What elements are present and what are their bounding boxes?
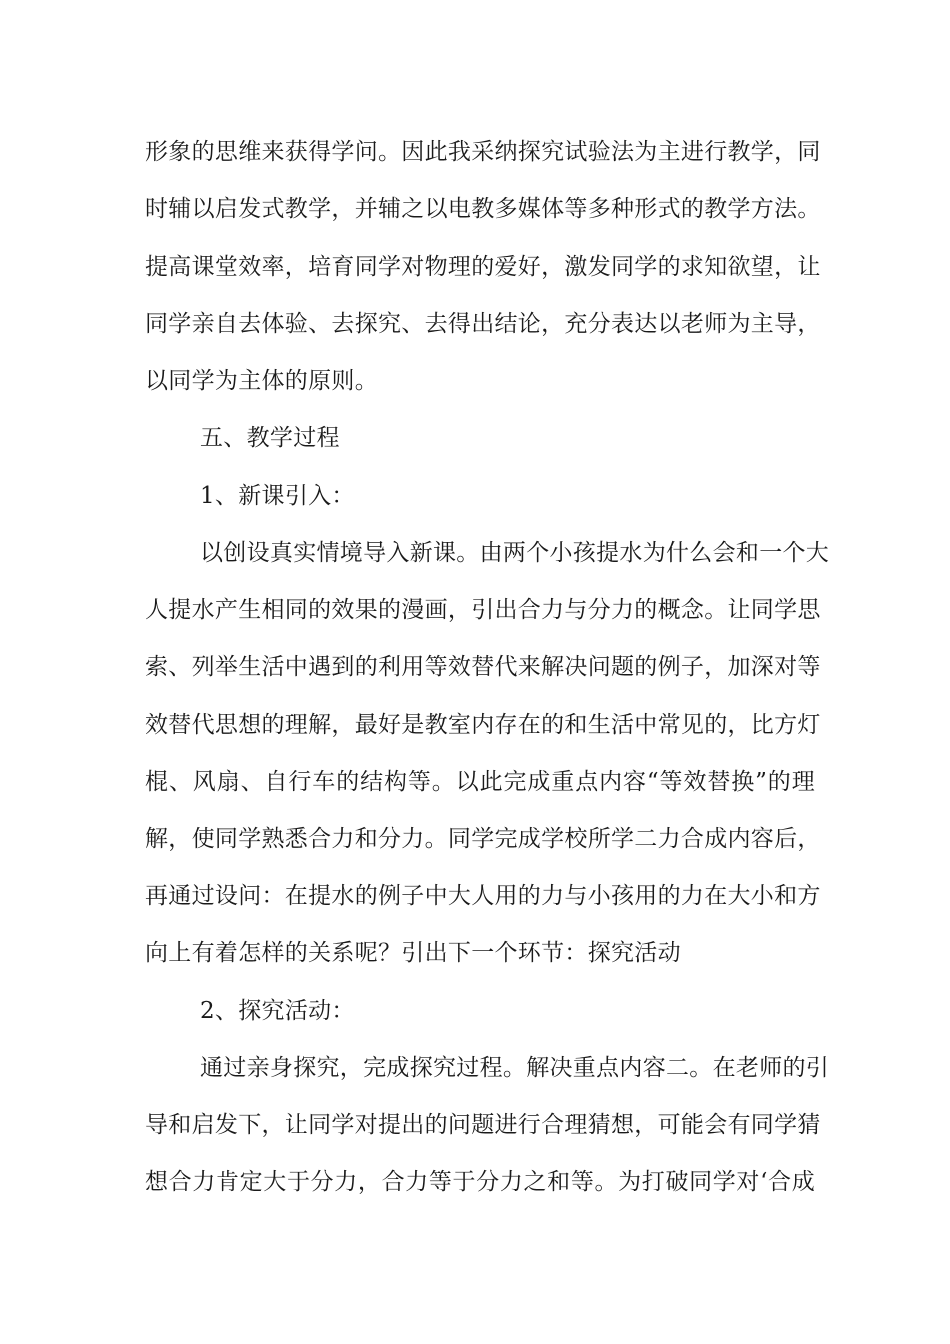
section-heading: 五、教学过程 [200,425,340,451]
paragraph-line: 同学亲自去体验、去探究、去得出结论，充分表达以老师为主导， [145,311,821,337]
paragraph-line: 想合力肯定大于分力，合力等于分力之和等。为打破同学对‘合成 [145,1169,815,1195]
paragraph-line: 时辅以启发式教学，并辅之以电教多媒体等多种形式的教学方法。 [145,196,821,222]
paragraph-line: 以同学为主体的原则。 [145,368,378,394]
paragraph-line: 棍、风扇、自行车的结构等。以此完成重点内容“等效替换”的理 [145,769,815,795]
paragraph-line: 通过亲身探究，完成探究过程。解决重点内容二。在老师的引 [200,1055,830,1081]
paragraph-line: 再通过设问：在提水的例子中大人用的力与小孩用的力在大小和方 [145,883,821,909]
paragraph-line: 导和启发下，让同学对提出的问题进行合理猜想，可能会有同学猜 [145,1112,821,1138]
paragraph-line: 向上有着怎样的关系呢？引出下一个环节：探究活动 [145,940,681,966]
paragraph-line: 索、列举生活中遇到的利用等效替代来解决问题的例子，加深对等 [145,654,821,680]
paragraph-line: 提高课堂效率，培育同学对物理的爱好，激发同学的求知欲望，让 [145,254,821,280]
paragraph-line: 形象的思维来获得学问。因此我采纳探究试验法为主进行教学，同 [145,139,821,165]
paragraph-line: 人提水产生相同的效果的漫画，引出合力与分力的概念。让同学思 [145,597,821,623]
subsection-heading: 1、新课引入： [200,483,355,509]
paragraph-line: 解，使同学熟悉合力和分力。同学完成学校所学二力合成内容后， [145,826,821,852]
paragraph-line: 效替代思想的理解，最好是教室内存在的和生活中常见的，比方灯 [145,712,821,738]
paragraph-line: 以创设真实情境导入新课。由两个小孩提水为什么会和一个大 [200,540,830,566]
subsection-heading: 2、探究活动： [200,998,355,1024]
